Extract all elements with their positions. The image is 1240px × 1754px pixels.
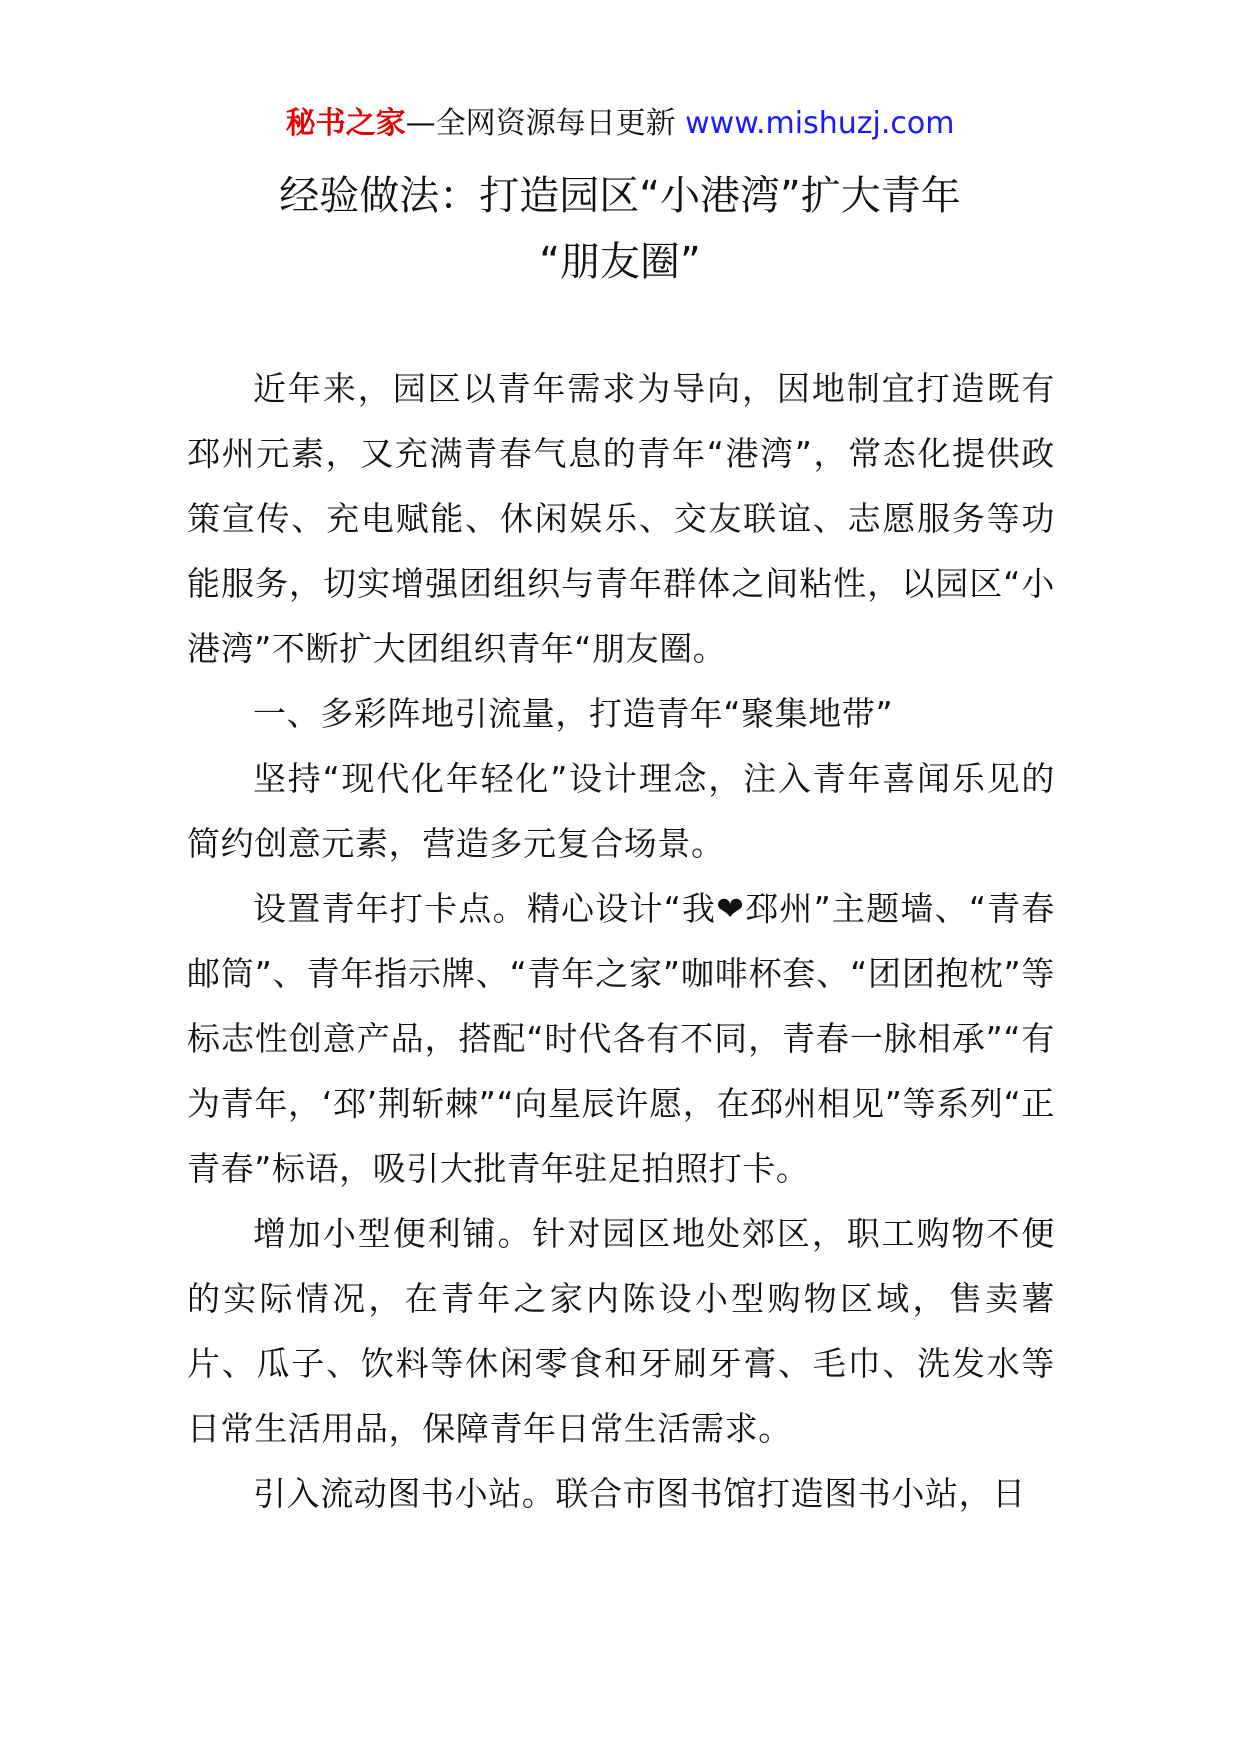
paragraph-checkin-point: 设置青年打卡点。精心设计“我❤邳州”主题墙、“青春邮筒”、青年指示牌、“青年之家”咖啡杯套、“团团抱枕”等标志性创意产品，搭配“时代各有不同，青春一脉相承”“有为青年，‘邳’荆斩棘”“向星辰许愿，在邳州相见”等系列“正青春”标语，吸引大批青年驻足拍照打卡。 — [187, 889, 1055, 1188]
paragraph-intro: 近年来，园区以青年需求为导向，因地制宜打造既有邳州元素，又充满青春气息的青年“港湾”，常态化提供政策宣传、充电赋能、休闲娱乐、交友联谊、志愿服务等功能服务，切实增强团组织与青年群体之间粘性，以园区“小港湾”不断扩大团组织青年“朋友圈。 — [187, 369, 1055, 668]
site-header — [0, 104, 1240, 144]
title-line-1: 经验做法：打造园区“小港湾”扩大青年 — [279, 173, 961, 219]
title-line-2: “朋友圈” — [539, 239, 701, 285]
header-tagline: —全网资源每日更新 — [405, 106, 686, 141]
paragraph-design-concept: 坚持“现代化年轻化”设计理念，注入青年喜闻乐见的简约创意元素，营造多元复合场景。 — [187, 759, 1055, 863]
brand-name: 秘书之家 — [285, 106, 406, 141]
paragraph-convenience-store: 增加小型便利铺。针对园区地处郊区，职工购物不便的实际情况，在青年之家内陈设小型购物区域，售卖薯片、瓜子、饮料等休闲零食和牙刷牙膏、毛巾、洗发水等日常生活用品，保障青年日常生活需求。 — [187, 1214, 1055, 1448]
document-body — [187, 356, 1055, 1526]
site-url-link[interactable]: www.mishuzj.com — [685, 106, 955, 141]
document-title — [0, 163, 1240, 295]
paragraph-book-station: 引入流动图书小站。联合市图书馆打造图书小站，日 — [253, 1474, 1026, 1513]
section-heading-1: 一、多彩阵地引流量，打造青年“聚集地带” — [253, 694, 894, 733]
